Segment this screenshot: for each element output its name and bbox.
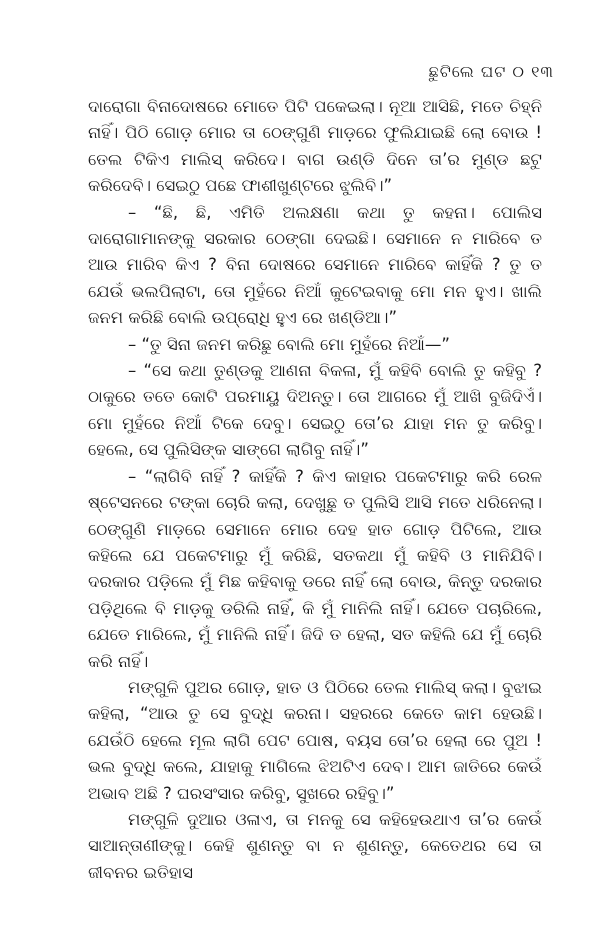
running-header: ଛୁଟିଲେ ଘଟ ୦ ୧୩ <box>428 62 554 81</box>
paragraph-1: ଦାରୋଗା ବିନାଦୋଷରେ ମୋତେ ପିଟି ପକେଇଲା। ନୂଆ ଆସିଛି, ମତେ ଚିହ୍ନି ନାହିଁ। ପିଠି ଗୋଡ଼ ମୋର ତା ଠେଙ୍ଗୁଣି ମାଡ଼ରେ ଫୁଲିଯାଇଛି ଲୋ ବୋଉ ! ତେଲ ଟିକିଏ ମାଲିସ୍ କରିଦେ। ବାଗ ଉଣ୍ଡି ଦିନେ ତା’ର ମୁଣ୍ଡ ଛଟୁ କରିଦେବି। ସେଇଠୁ ପଛେ ଫାଶୀଖୁଣ୍ଟରେ ଝୁଲିବି।” <box>88 97 542 196</box>
paragraph-7: ମଙ୍ଗୁଳି ଦୁଆର ଓଳାଏ, ତା ମନକୁ ସେ କହିହେଉଥାଏ ତା’ର କେଉଁ ସାଆନ୍ତାଣୀଙ୍କୁ। କେହି ଶୁଣନ୍ତୁ ବା ନ ଶୁଣନ୍ତୁ, କେତେଥର ସେ ତା ଜୀବନର ଇତିହାସ <box>88 809 542 882</box>
paragraph-6: ମଙ୍ଗୁଳି ପୁଅର ଗୋଡ଼, ହାତ ଓ ପିଠିରେ ତେଲ ମାଲିସ୍ କଲା। ବୁଝାଇ କହିଲା, “ଆଉ ତୁ ସେ ବୁଦ୍ଧି କରନା। ସହରରେ କେତେ କାମ ହେଉଛି। ଯେଉଁଠି ହେଲେ ମୂଲ ଲାଗି ପେଟ ପୋଷ, ବୟସ ତୋ’ର ହେଲା ରେ ପୁଅ ! ଭଲ ବୁଦ୍ଧି କଲେ, ଯାହାକୁ ମାଗିଲେ ଝିଅଟିଏ ଦେବ। ଆମ ଜାତିରେ କେଉଁ ଅଭାବ ଅଛି ? ଘରସଂସାର କରିବୁ, ସୁଖରେ ରହିବୁ।” <box>88 677 542 803</box>
paragraph-2: – “ଛି, ଛି, ଏମିତି ଅଲକ୍ଷଣା କଥା ତୁ କହନା। ପୋଲିସ ଦାରୋଗାମାନଙ୍କୁ ସରକାର ଠେଙ୍ଗା ଦେଇଛି। ସେମାନେ ନ ମାରିବେ ତ ଆଉ ମାରିବ କିଏ ? ବିନା ଦୋଷରେ ସେମାନେ ମାରିବେ କାହିଁକି ? ତୁ ତ ଯେଉଁ ଭଲପିଲାଟା, ତୋ ମୁହଁରେ ନିଆଁ କୁଟେଇବାକୁ ମୋ ମନ ହୁଏ। ଖାଲି ଜନମ କରିଛି ବୋଲି ଉପ୍ରୋଧି ହୁଏ ରେ ଖଣ୍ଡିଆ।” <box>88 202 542 328</box>
body-text <box>88 94 542 886</box>
paragraph-4: – “ସେ କଥା ତୁଣ୍ଡକୁ ଆଣନା ବିକଳା, ମୁଁ କହିବି ବୋଲି ତୁ କହିବୁ ? ଠାକୁରେ ତତେ କୋଟି ପରମାୟୁ ଦିଅନ୍ତୁ। ତୋ ଆଗରେ ମୁଁ ଆଖି ବୁଜିଦିଏଁ। ମୋ ମୁହଁରେ ନିଆଁ ଟିକେ ଦେବୁ। ସେଇଠୁ ତୋ’ର ଯାହା ମନ ତୁ କରିବୁ। ହେଲେ, ସେ ପୁଲିସିଙ୍କ ସାଙ୍ଗେ ଲାଗିବୁ ନାହିଁ।” <box>88 361 542 460</box>
paragraph-3: – “ତୁ ସିନା ଜନମ କରିଛୁ ବୋଲି ମୋ ମୁହଁରେ ନିଆଁ—” <box>128 334 450 354</box>
paragraph-5: – “ଲାଗିବି ନାହିଁ ? କାହିଁକି ? କିଏ କାହାର ପକେଟମାରୁ କରି ରେଳ ଷ୍ଟେସନରେ ଟଙ୍କା ଚୋରି କଲା, ଦେଖୁଛୁ ତ ପୁଲିସି ଆସି ମତେ ଧରିନେଲା। ଠେଙ୍ଗୁଣି ମାଡ଼ରେ ସେମାନେ ମୋର ଦେହ ହାତ ଗୋଡ଼ ପିଟିଲେ, ଆଉ କହିଲେ ଯେ ପକେଟମାରୁ ମୁଁ କରିଛି, ସତକଥା ମୁଁ କହିବି ଓ ମାନିଯିବି। ଦରକାର ପଡ଼ିଲେ ମୁଁ ମିଛ କହିବାକୁ ଡରେ ନାହିଁ ଲୋ ବୋଉ, କିନ୍ତୁ ଦରକାର ପଡ଼ିଥିଲେ ବି ମାଡ଼କୁ ଡରିଲି ନାହିଁ, କି ମୁଁ ମାନିଲି ନାହିଁ। ଯେତେ ପଚାରିଲେ, ଯେତେ ମାରିଲେ, ମୁଁ ମାନିଲି ନାହିଁ। ଜିଦି ତ ହେଲା, ସତ କହିଲି ଯେ ମୁଁ ଚୋରି କରି ନାହିଁ। <box>88 466 542 671</box>
